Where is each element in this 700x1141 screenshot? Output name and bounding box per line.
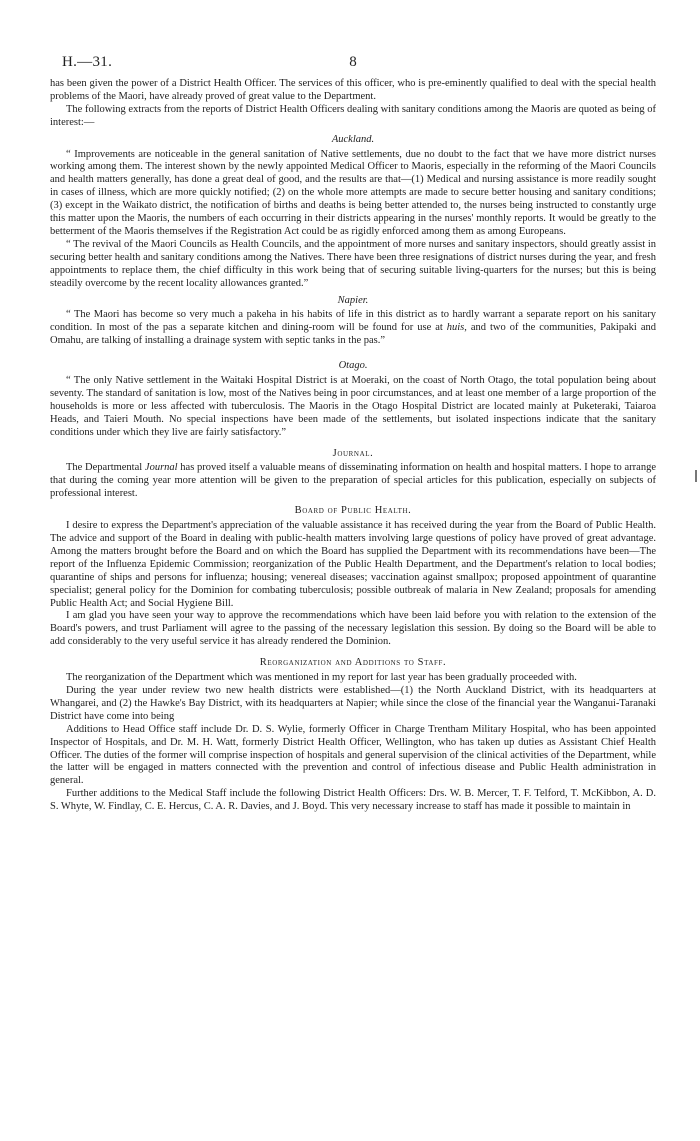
paragraph-auckland-1: “ Improvements are noticeable in the general sanitation of Native settlements, due no doubt to the fact that we have more district nurses working among them. The interest shown by the newly appointed Medical Officer to Maoris, especially in the reforming of the Maori Councils and health matters generally, has done a great deal of good, and the results are that—(1) Medical and nursing assistance is more readily sought in cases of illness, which are more quickly notified; (2) on the whole more attempts are made to secure better housing and sanitary conditions; (3) except in the Waikato district, the notification of births and deaths is being better attended to, the nurses being instructed to constantly urge this matter upon the Maoris, the numbers of each occurring in their districts appearing in the nurses' monthly reports. It would be greatly to the betterment of the Maoris themselves if the Registration Act could be as rigidly enforced among them as among Europeans. — [50, 148, 656, 237]
paragraph-reorg-1: The reorganization of the Department which was mentioned in my report for last year has been gradually proceeded with. — [66, 672, 577, 684]
napier-text-end: , and two of the communities, Pakipaki and Omahu, are talking of installing a drainage system with septic tanks in the pas.” — [50, 322, 656, 347]
paragraph-napier — [50, 309, 656, 348]
scan-edge-mark — [695, 470, 697, 482]
paragraph-reorg-3: Additions to Head Office staff include Dr. D. S. Wylie, formerly Officer in Charge Trentham Military Hospital, who has been appointed Inspector of Hospitals, and Dr. M. H. Watt, formerly District Health Officer, Wellington, who has taken up duties as Assistant Chief Health Officer. The duties of the former will comprise inspection of hospitals and general supervision of the clinical activities of the Department, while the latter will be engaged in matters connected with the prevention and control of infectious disease and Public Health administration in general. — [50, 723, 656, 787]
section-heading-board: Board of Public Health. — [294, 505, 412, 517]
paragraph-extracts-intro: The following extracts from the reports of District Health Officers dealing with sanitary conditions among the Maoris are quoted as being of interest:— — [50, 103, 656, 128]
page-number: 8 — [349, 54, 357, 70]
section-heading-napier: Napier. — [337, 294, 369, 306]
paragraph-otago: “ The only Native settlement in the Waitaki Hospital District is at Moeraki, on the coast of North Otago, the total population being about seventy. The standard of sanitation is low, most of the Natives being in poor circumstances, and at least one member of a large proportion of the households is more or less affected with tuberculosis. The Maoris in the Otago Hospital District are located mainly at Puketeraki, Taiaroa Heads, and Taieri Mouth. No special inspections have been made of the settlements, but isolated inspections indicate that the sanitary conditions under which they live are fairly satisfactory.” — [50, 375, 656, 438]
section-heading-otago: Otago. — [338, 360, 368, 372]
paragraph-reorg-2: During the year under review two new health districts were established—(1) the North Auckland District, with its headquarters at Whangarei, and (2) the Hawke's Bay District, with its headquarters at Napier; while since the close of the financial year the Wanganui-Taranaki District have come into being — [50, 684, 656, 722]
paragraph-reorg-4: Further additions to the Medical Staff include the following District Health Officers: Drs. W. B. Mercer, T. F. Telford, T. McKibbon, A. D. S. Whyte, W. Findlay, C. E. Hercus, C. A. R. Davies, and J. Boyd. This very necessary increase to staff has made it possible to maintain in — [50, 788, 656, 813]
napier-italic-term: huis — [446, 322, 465, 334]
journal-text-end: has proved itself a valuable means of disseminating information on health and hospital matters. I hope to arrange that during the coming year more attention will be given to the preparation of special articles for this publication, especially on subjects of professional interest. — [50, 462, 656, 500]
page-header — [50, 52, 656, 78]
section-heading-reorganization: Reorganization and Additions to Staff. — [259, 657, 447, 669]
paragraph-board-2: I am glad you have seen your way to approve the recommendations which have been laid before you with relation to the extension of the Board's powers, and trust Parliament will agree to the passing of the necessary legislation this session. By doing so the Board will be able to add considerably to the very useful service it has already rendered the Dominion. — [50, 610, 656, 648]
section-heading-journal: Journal. — [332, 447, 374, 459]
paragraph-auckland-2: “ The revival of the Maori Councils as Health Councils, and the appointment of more nurses and sanitary inspectors, should greatly assist in securing better health and sanitary conditions among the Natives. There have been three resignations of district nurses during the year, and fresh appointments to replace them, the chief difficulty in this work being that of securing suitable living-quarters for the nurses; but this is being steadily overcome by the recent locality allowances granted.” — [50, 238, 656, 289]
document-reference: H.—31. — [62, 54, 113, 70]
paragraph-intro: has been given the power of a District Health Officer. The services of this officer, who is pre-eminently qualified to deal with the special health problems of the Maori, have already proved of great value to the Department. — [50, 78, 656, 102]
journal-italic-title: Journal — [144, 462, 178, 474]
section-heading-auckland: Auckland. — [331, 133, 375, 145]
napier-text-start: “ The Maori has become so very much a pakeha in his habits of life in this district as to hardly warrant a separate report on his sanitary condition. In most of the pas a separate kitchen and dining-room will be found for use at — [50, 309, 656, 334]
journal-text-start: The Departmental — [66, 462, 145, 474]
paragraph-journal — [50, 462, 656, 501]
paragraph-board-1: I desire to express the Department's appreciation of the valuable assistance it has received during the year from the Board of Public Health. The advice and support of the Board in dealing with public-health matters involving large questions of policy have proved of great advantage. Among the matters brought before the Board and on which the Board has supplied the Department with its recommendations have been—The report of the Influenza Epidemic Commission; reorganization of the Public Health Department, and the Department's relation to local bodies; quarantine of ships and persons for influenza; housing; venereal diseases; vaccination against smallpox; proposed appointment of quarantine specialist; general policy for the Dominion for combating tuberculosis; possible outbreak of malaria in New Zealand; proposals for amending Public Health Act; and Social Hygiene Bill. — [50, 520, 656, 609]
